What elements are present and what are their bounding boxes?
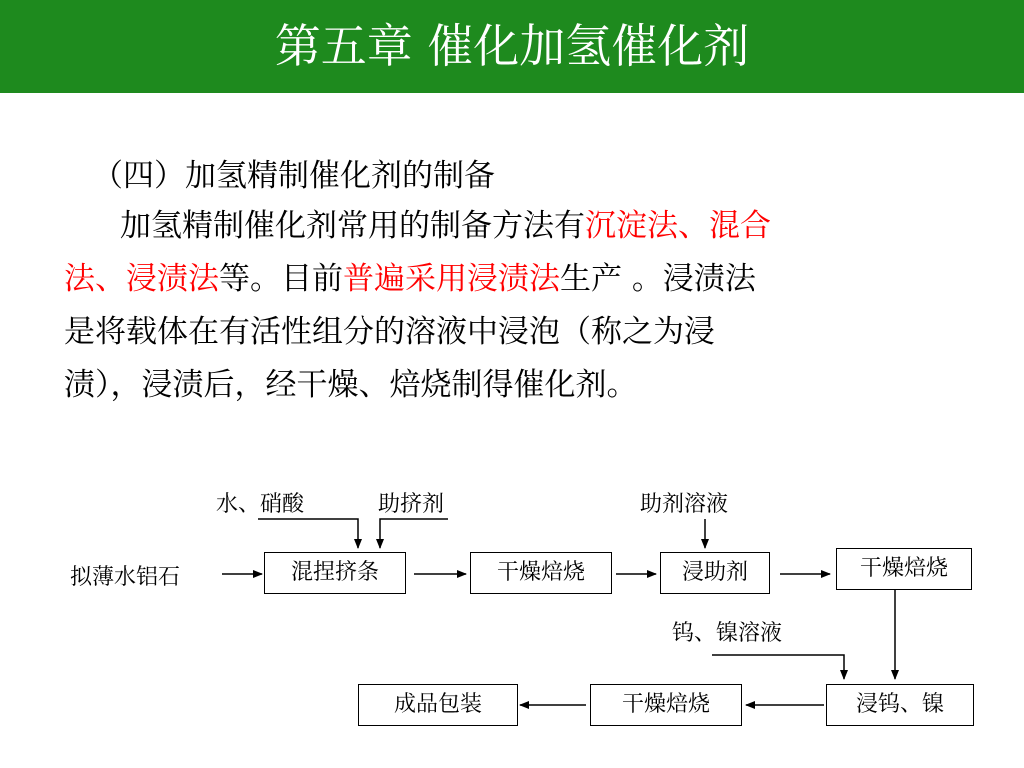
label-raw-material: 拟薄水铝石 [70, 565, 181, 590]
paragraph-line-3: 是将载体在有活性组分的溶液中浸泡（称之为浸 [64, 314, 715, 350]
step-dry-calcine-2: 干燥焙烧 [836, 548, 972, 590]
text-segment: 生产 。浸渍法 [560, 261, 756, 297]
step-tungsten-nickel-impregnation: 浸钨、镍 [826, 684, 974, 726]
label-extrusion-aid: 助挤剂 [378, 492, 445, 517]
step-promoter-impregnation: 浸助剂 [660, 552, 770, 594]
highlight-text: 法、浸渍法 [64, 261, 219, 297]
step-packaging: 成品包装 [358, 684, 518, 726]
step-dry-calcine-3: 干燥焙烧 [590, 684, 742, 726]
label-water-nitric: 水、硝酸 [216, 492, 305, 517]
text-segment: 等。目前 [219, 261, 343, 297]
step-dry-calcine-1: 干燥焙烧 [470, 552, 612, 594]
label-promoter-solution: 助剂溶液 [640, 492, 729, 517]
step-kneading: 混捏挤条 [264, 552, 406, 594]
paragraph-line-4: 渍），浸渍后，经干燥、焙烧制得催化剂。 [64, 367, 638, 403]
slide-title: 第五章 催化加氢催化剂 [274, 19, 750, 73]
highlight-text: 普遍采用浸渍法 [343, 261, 560, 297]
arrow-extrusion-aid [380, 519, 448, 548]
section-heading: （四）加氢精制催化剂的制备 [92, 158, 495, 194]
text-segment: 加氢精制催化剂常用的制备方法有 [120, 208, 585, 244]
arrow-tungsten-nickel [712, 655, 844, 679]
label-tungsten-nickel-solution: 钨、镍溶液 [672, 621, 783, 646]
highlight-text: 沉淀法、混合 [585, 208, 771, 244]
arrow-water-nitric [258, 519, 358, 548]
